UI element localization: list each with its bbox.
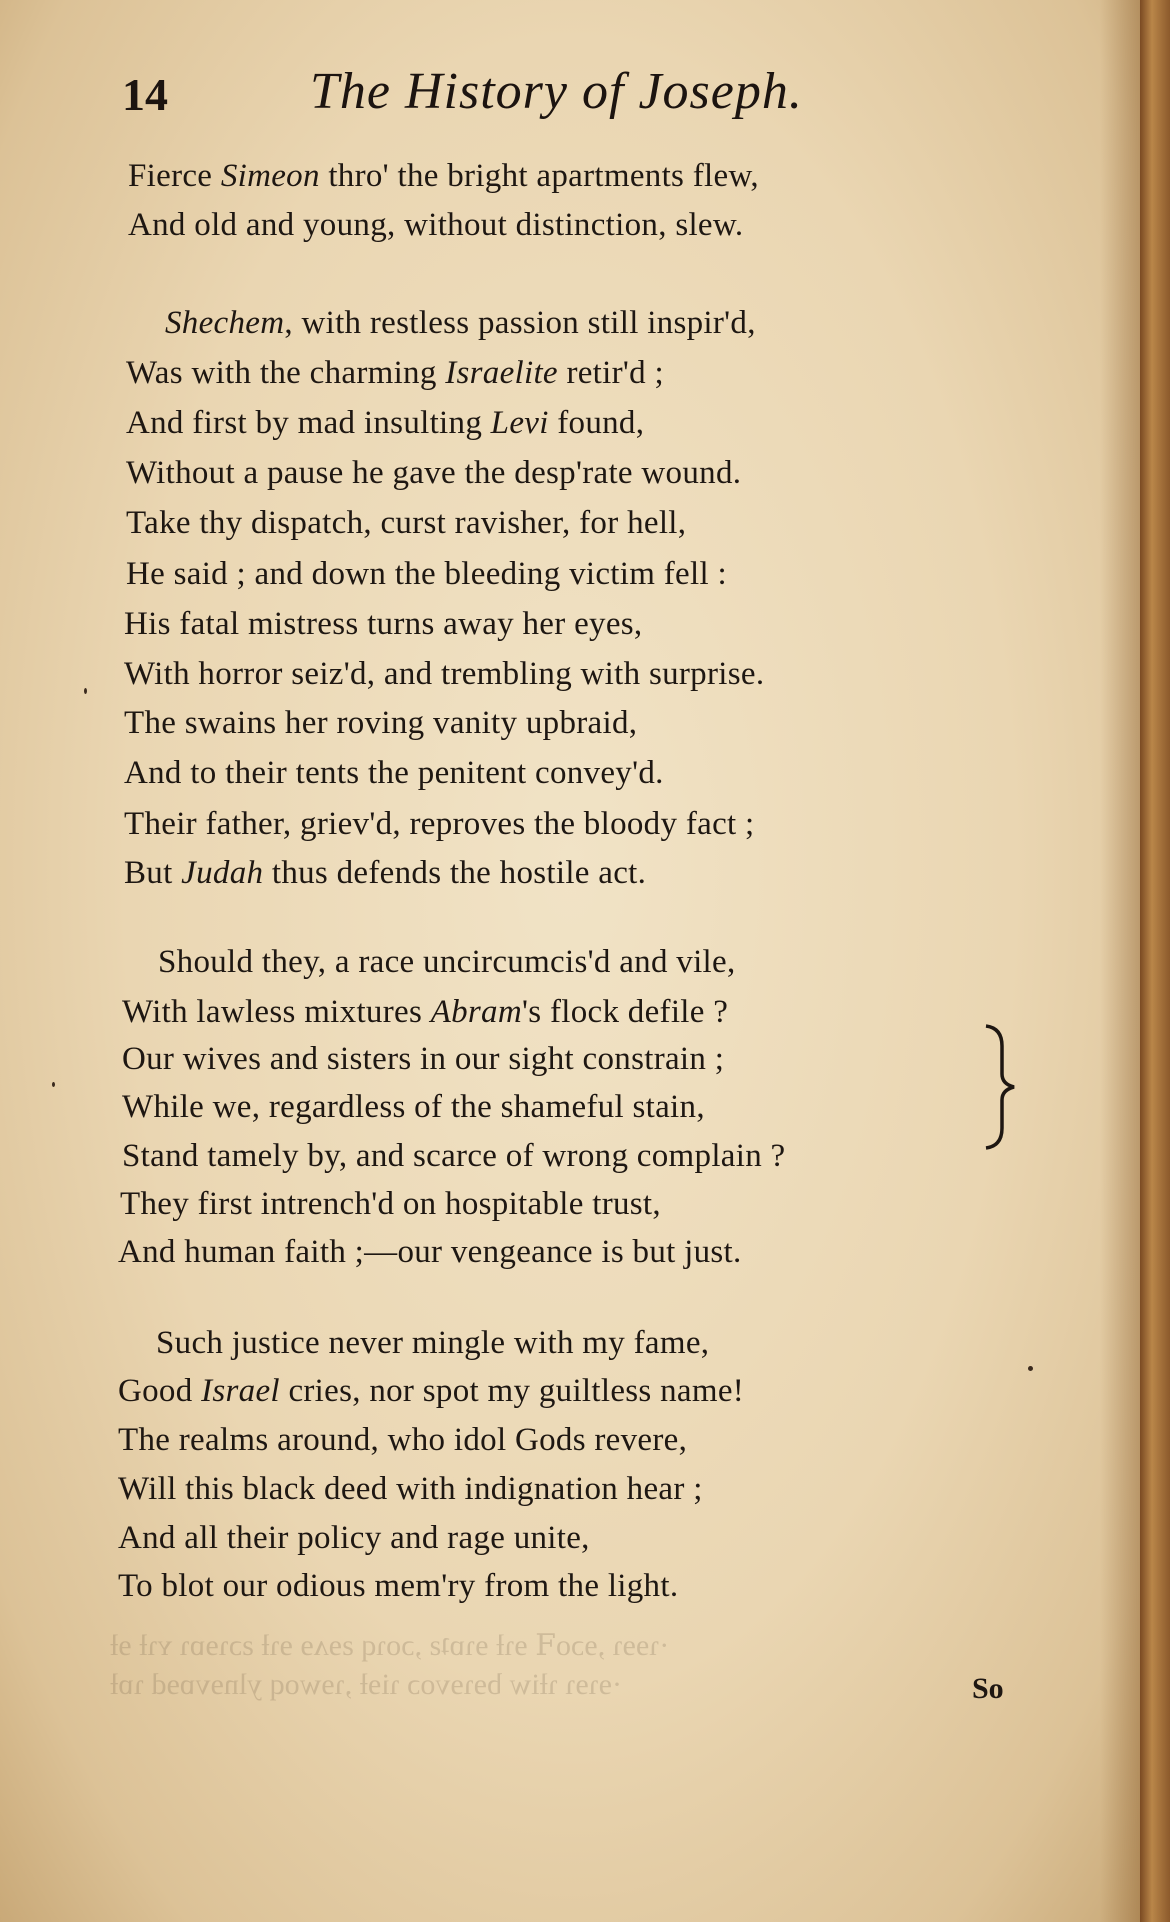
- line-text: But: [124, 855, 182, 891]
- line-text: And old and young, without distinction, slew.: [128, 207, 744, 243]
- show-through-text: ·ɿɘɘɿ ,ɘɔoꟻ ɘɿƚ ɘɿɒʇƨ ,ɔoɿq ƨɘʌɘ ɘɿƚ ƨɔɿɘɒɿ ʏɿƚ ɘƚ: [110, 1629, 670, 1662]
- italic-name: Levi: [490, 405, 549, 441]
- poem-line: [122, 1041, 724, 1078]
- running-title: The History of Joseph.: [310, 63, 803, 120]
- poem-line: [124, 755, 664, 792]
- triplet-brace-icon: [982, 1022, 1018, 1152]
- line-text: 's flock defile ?: [522, 994, 729, 1030]
- poem-line: [118, 1520, 590, 1557]
- poem-line: [124, 656, 764, 693]
- poem-line: [126, 405, 644, 442]
- poem-line: [124, 806, 755, 843]
- line-text: Should they, a race uncircumcis'd and vile,: [158, 944, 736, 980]
- line-text: He said ; and down the bleeding victim fell :: [126, 556, 727, 592]
- line-text: , with restless passion still inspir'd,: [284, 305, 756, 341]
- line-text: They first intrench'd on hospitable trust,: [120, 1186, 661, 1222]
- line-text: retir'd ;: [557, 355, 664, 391]
- italic-name: Judah: [181, 855, 264, 891]
- line-text: Such justice never mingle with my fame,: [156, 1325, 710, 1361]
- line-text: found,: [548, 405, 645, 441]
- line-text: The swains her roving vanity upbraid,: [124, 705, 638, 741]
- poem-line: [118, 1234, 742, 1271]
- line-text: And to their tents the penitent convey'd.: [124, 755, 664, 791]
- line-text: And first by mad insulting: [126, 405, 491, 441]
- poem-line: [126, 455, 741, 492]
- line-text: With horror seiz'd, and trembling with surprise.: [124, 656, 765, 692]
- poem-line: [124, 606, 642, 643]
- poem-line: [126, 556, 727, 593]
- line-text: Without a pause he gave the desp'rate wound.: [126, 455, 742, 491]
- page-number: 14: [122, 69, 168, 120]
- poem-line: [118, 1471, 703, 1508]
- line-text: Good: [118, 1373, 202, 1409]
- line-text: Was with the charming: [126, 355, 446, 391]
- line-text: His fatal mistress turns away her eyes,: [124, 606, 643, 642]
- poem-line: [128, 158, 759, 195]
- line-text: And all their policy and rage unite,: [118, 1520, 590, 1556]
- line-text: Take thy dispatch, curst ravisher, for hell,: [126, 505, 687, 541]
- poem-line: [124, 855, 646, 892]
- line-text: Will this black deed with indignation hear ;: [118, 1471, 703, 1507]
- poem-line: [118, 1422, 687, 1459]
- poem-line: [128, 207, 743, 244]
- poem-line: [124, 705, 637, 742]
- paper-speck: [52, 1082, 55, 1087]
- line-text: With lawless mixtures: [122, 994, 431, 1030]
- paper-speck: [1028, 1366, 1033, 1371]
- line-text: While we, regardless of the shameful stain,: [122, 1089, 705, 1125]
- poem-line: [122, 1138, 786, 1175]
- italic-name: Abram: [430, 994, 522, 1030]
- italic-name: Simeon: [220, 158, 320, 194]
- italic-name: Shechem: [165, 305, 285, 341]
- poem-line: [118, 1373, 744, 1410]
- line-text: Our wives and sisters in our sight constrain ;: [122, 1041, 725, 1077]
- poem-line: [120, 1186, 661, 1223]
- paper-speck: [84, 688, 87, 694]
- line-text: thro' the bright apartments flew,: [319, 158, 759, 194]
- catchword: So: [972, 1672, 1004, 1705]
- italic-name: Israel: [201, 1373, 280, 1409]
- line-text: Stand tamely by, and scarce of wrong complain ?: [122, 1138, 786, 1174]
- poem-line: [126, 355, 664, 392]
- line-text: Fierce: [128, 158, 221, 194]
- poem-line: [122, 994, 728, 1031]
- poem-line: [118, 1568, 678, 1605]
- line-text: The realms around, who idol Gods revere,: [118, 1422, 688, 1458]
- italic-name: Israelite: [445, 355, 558, 391]
- line-text: And human faith ;—our vengeance is but just.: [118, 1234, 742, 1270]
- line-text: thus defends the hostile act.: [263, 855, 647, 891]
- line-text: cries, nor spot my guiltless name!: [279, 1373, 745, 1409]
- poem-line: [165, 305, 756, 342]
- poem-line: [156, 1325, 709, 1362]
- poem-line: [158, 944, 736, 981]
- line-text: Their father, griev'd, reproves the bloody fact ;: [124, 806, 755, 842]
- adjacent-page-edge: [1140, 0, 1170, 1922]
- poem-line: [126, 505, 686, 542]
- poem-line: [122, 1089, 705, 1126]
- show-through-text: ·ɘɿɘɿ ɿƚiw bɘɿɘvoɔ ɿiɘƚ ,ɿɘwoq ylnɘvɒɘd ɿɒƚ: [110, 1668, 622, 1701]
- line-text: To blot our odious mem'ry from the light.: [118, 1568, 679, 1604]
